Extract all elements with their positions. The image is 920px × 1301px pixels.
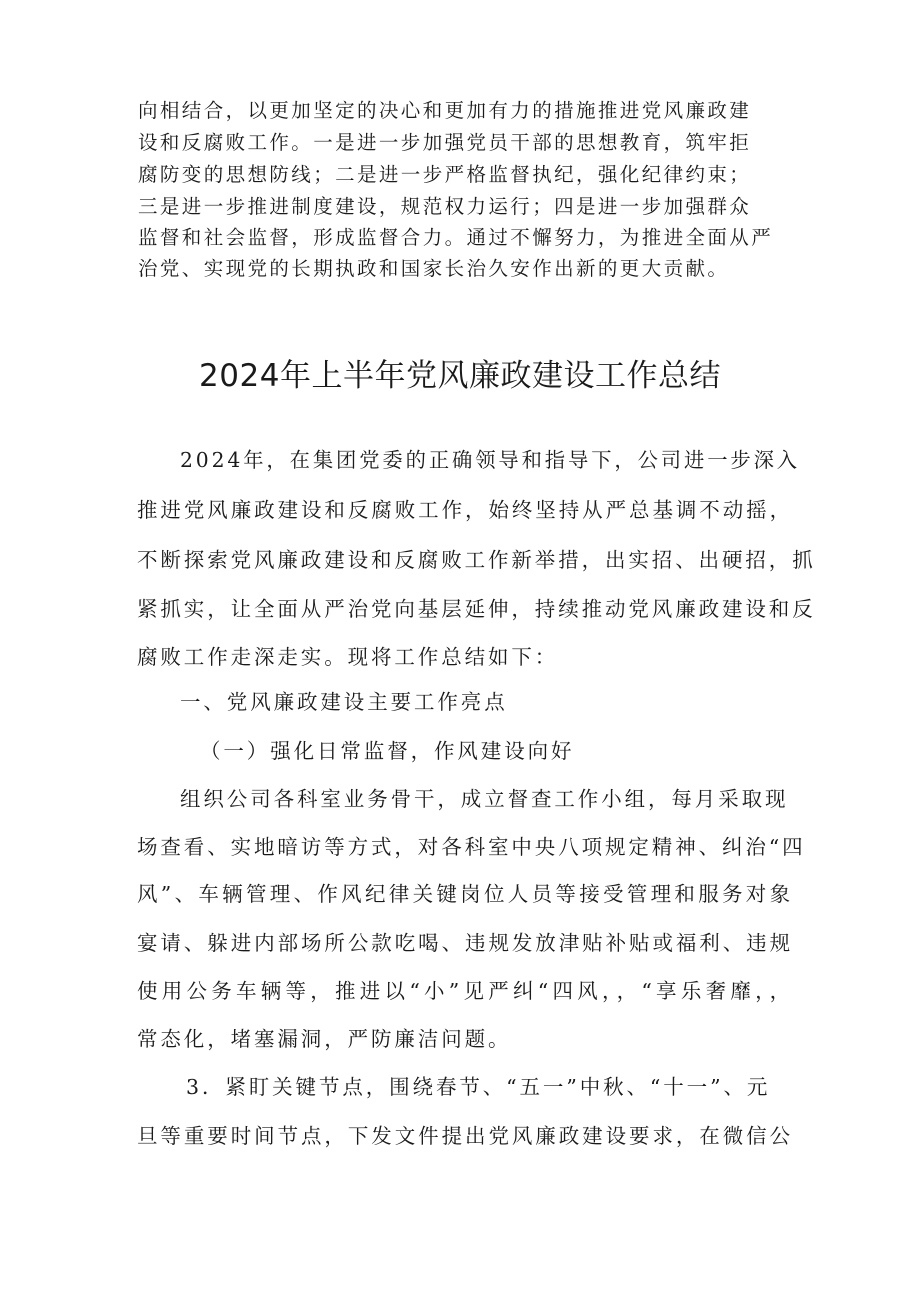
opening-line: 紧抓实，让全面从严治党向基层延伸，持续推动党风廉政建设和反	[137, 597, 816, 621]
item3-line: 3．紧盯关键节点，围绕春节、“五一”中秋、“十一”、元	[186, 1075, 771, 1099]
section-heading: 一、党风廉政建设主要工作亮点	[180, 690, 508, 714]
intro-line: 治党、实现党的长期执政和国家长治久安作出新的更大贡献。	[138, 257, 730, 280]
document-title: 2024年上半年党风廉政建设工作总结	[199, 358, 721, 394]
supervision-line: 组织公司各科室业务骨干，成立督查工作小组，每月采取现	[180, 787, 789, 811]
opening-line: 2024年，在集团党委的正确领导和指导下，公司进一步深入	[180, 448, 800, 472]
supervision-line: 场查看、实地暗访等方式，对各科室中央八项规定精神、纠治“四	[137, 835, 806, 859]
intro-line: 设和反腐败工作。一是进一步加强党员干部的思想教育，筑牢拒	[138, 131, 752, 154]
supervision-line: 风”、车辆管理、作风纪律关键岗位人员等接受管理和服务对象	[137, 882, 793, 906]
intro-line: 监督和社会监督，形成监督合力。通过不懈努力，为推进全面从严	[138, 226, 774, 249]
opening-line: 推进党风廉政建设和反腐败工作，始终坚持从严总基调不动摇，	[137, 498, 793, 522]
intro-line: 三是进一步推进制度建设，规范权力运行；四是进一步加强群众	[138, 195, 752, 218]
supervision-line: 宴请、躲进内部场所公款吃喝、违规发放津贴补贴或福利、违规	[137, 931, 793, 955]
item3-line: 旦等重要时间节点，下发文件提出党风廉政建设要求，在微信公	[137, 1124, 793, 1148]
supervision-line: 使用公务车辆等，推进以“小”见严纠“四风，，“享乐奢靡，，	[137, 979, 793, 1003]
opening-line: 腐败工作走深走实。现将工作总结如下：	[137, 645, 559, 669]
intro-line: 腐防变的思想防线；二是进一步严格监督执纪，强化纪律约束；	[138, 163, 752, 186]
supervision-line: 常态化，堵塞漏洞，严防廉洁问题。	[137, 1027, 512, 1051]
opening-line: 不断探索党风廉政建设和反腐败工作新举措，出实招、出硬招，抓	[137, 548, 816, 572]
subsection-heading: （一）强化日常监督，作风建设向好	[200, 739, 575, 763]
intro-line: 向相结合，以更加坚定的决心和更加有力的措施推进党风廉政建	[138, 99, 752, 122]
